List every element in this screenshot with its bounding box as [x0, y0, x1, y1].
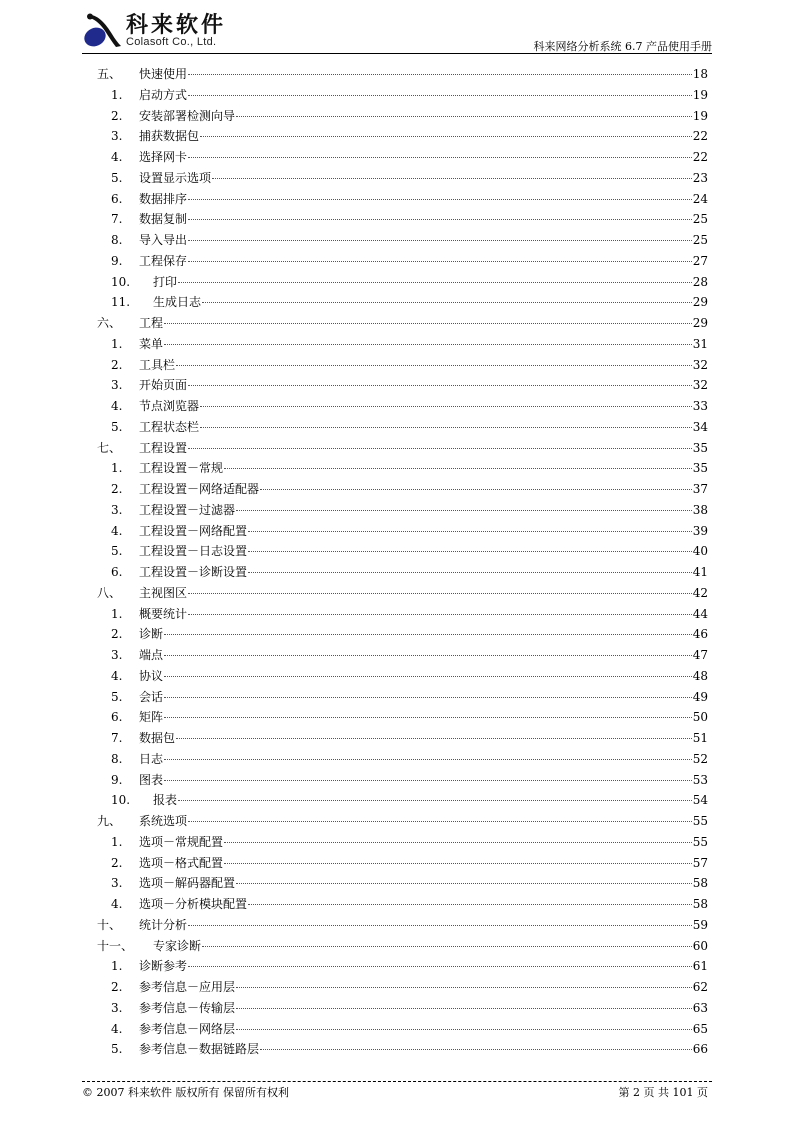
toc-entry-number: 1.: [111, 834, 123, 849]
toc-entry[interactable]: [0, 977, 794, 997]
toc-entry-title[interactable]: 参考信息－应用层: [139, 980, 236, 994]
toc-entry-number: 7.: [111, 731, 123, 745]
toc-entry-page[interactable]: 37: [692, 482, 708, 496]
toc-entry-title[interactable]: 工程状态栏: [139, 419, 200, 434]
toc-entry-title[interactable]: 统计分析: [139, 917, 188, 932]
toc-entry[interactable]: [0, 936, 794, 956]
toc-entry-page[interactable]: 48: [692, 668, 708, 683]
toc-entry-page[interactable]: 31: [692, 336, 708, 351]
toc-entry-page[interactable]: 65: [692, 1021, 708, 1036]
colasoft-logo-icon: [82, 12, 122, 48]
toc-entry-title[interactable]: 专家诊断: [153, 938, 202, 953]
toc-entry-number: 3.: [111, 129, 123, 144]
header-divider: [82, 53, 712, 54]
toc-dot-leader: [164, 697, 692, 698]
toc-entry-page[interactable]: 22: [692, 150, 708, 164]
toc-entry[interactable]: [0, 500, 794, 520]
toc-entry-number: 4.: [111, 150, 123, 164]
toc-dot-leader: [248, 551, 692, 552]
toc-entry-number: 2.: [111, 980, 123, 994]
toc-entry[interactable]: [0, 915, 794, 935]
toc-entry-number: 6.: [111, 710, 123, 725]
page-header: [82, 10, 712, 54]
toc-entry[interactable]: [0, 1039, 794, 1059]
toc-entry-page[interactable]: 35: [692, 461, 708, 476]
toc-entry-page[interactable]: 25: [692, 212, 708, 227]
toc-entry-title[interactable]: 数据排序: [139, 191, 188, 206]
footer-divider: [82, 1081, 712, 1082]
company-logo: [82, 10, 242, 50]
toc-entry-number: 5.: [111, 689, 123, 704]
toc-dot-leader: [236, 987, 692, 988]
toc-dot-leader: [188, 385, 692, 386]
toc-entry[interactable]: [0, 375, 794, 395]
toc-entry-page[interactable]: 47: [692, 648, 708, 662]
toc-entry-title[interactable]: 选择网卡: [139, 150, 188, 164]
toc-dot-leader: [224, 468, 692, 469]
toc-entry-page[interactable]: 55: [692, 834, 708, 849]
toc-entry-page[interactable]: 52: [692, 751, 708, 766]
toc-entry-title[interactable]: 节点浏览器: [139, 399, 200, 413]
toc-entry-title[interactable]: 工程设置－诊断设置: [139, 565, 248, 579]
toc-entry-number: 1.: [111, 461, 123, 476]
toc-dot-leader: [188, 74, 692, 75]
toc-entry[interactable]: [0, 811, 794, 831]
toc-dot-leader: [202, 302, 692, 303]
toc-entry-page[interactable]: 42: [692, 585, 708, 600]
toc-entry-number: 1.: [111, 959, 123, 974]
toc-entry-number: 8.: [111, 233, 123, 247]
toc-entry-title[interactable]: 数据复制: [139, 212, 188, 227]
toc-entry[interactable]: [0, 624, 794, 644]
toc-dot-leader: [178, 282, 692, 283]
toc-entry-page[interactable]: 49: [692, 689, 708, 704]
toc-entry-page[interactable]: 57: [692, 855, 708, 870]
toc-dot-leader: [200, 427, 692, 428]
logo-chinese-name: 科来软件: [126, 13, 227, 38]
toc-entry[interactable]: [0, 292, 794, 312]
toc-entry[interactable]: [0, 749, 794, 769]
toc-entry-page[interactable]: 22: [692, 129, 708, 144]
toc-entry-number: 3.: [111, 648, 123, 662]
toc-entry-title[interactable]: 工程设置－过滤器: [139, 502, 236, 517]
toc-entry[interactable]: [0, 728, 794, 748]
toc-dot-leader: [188, 614, 692, 615]
toc-dot-leader: [164, 717, 692, 718]
toc-entry-number: 2.: [111, 855, 123, 870]
toc-entry-number: 4.: [111, 668, 123, 683]
toc-dot-leader: [200, 136, 692, 137]
toc-entry-page[interactable]: 58: [692, 876, 708, 891]
toc-entry-title[interactable]: 工程保存: [139, 253, 188, 268]
toc-entry-page[interactable]: 28: [692, 274, 708, 289]
toc-entry-number: 1.: [111, 606, 123, 621]
toc-entry-page[interactable]: 40: [692, 544, 708, 559]
toc-dot-leader: [176, 738, 692, 739]
toc-entry[interactable]: [0, 998, 794, 1018]
toc-entry-page[interactable]: 18: [692, 67, 708, 81]
toc-entry-number: 4.: [111, 399, 123, 413]
toc-entry[interactable]: [0, 604, 794, 624]
toc-entry-page[interactable]: 29: [692, 316, 708, 330]
toc-entry[interactable]: [0, 209, 794, 229]
toc-entry-title[interactable]: 数据包: [139, 731, 176, 745]
toc-entry-page[interactable]: 63: [692, 1000, 708, 1015]
toc-entry-number: 2.: [111, 482, 123, 496]
toc-dot-leader: [212, 178, 692, 179]
toc-entry-number: 9.: [111, 772, 123, 787]
toc-dot-leader: [188, 240, 692, 241]
toc-entry-number: 4.: [111, 1021, 123, 1036]
toc-entry-page[interactable]: 61: [692, 959, 708, 974]
toc-entry-title[interactable]: 参考信息－传输层: [139, 1000, 236, 1015]
toc-entry[interactable]: [0, 707, 794, 727]
toc-entry[interactable]: [0, 832, 794, 852]
toc-entry-number: 3.: [111, 502, 123, 517]
toc-entry-number: 2.: [111, 357, 123, 372]
toc-entry-number: 8.: [111, 751, 123, 766]
toc-entry-page[interactable]: 24: [692, 191, 708, 206]
toc-entry[interactable]: [0, 479, 794, 499]
toc-entry[interactable]: [0, 438, 794, 458]
toc-entry[interactable]: [0, 85, 794, 105]
toc-entry-number: 五、: [97, 67, 122, 81]
toc-entry-title[interactable]: 参考信息－网络层: [139, 1021, 236, 1036]
toc-entry-title[interactable]: 概要统计: [139, 606, 188, 621]
toc-dot-leader: [188, 95, 692, 96]
toc-entry-number: 3.: [111, 378, 123, 393]
toc-entry-page[interactable]: 34: [692, 419, 708, 434]
toc-dot-leader: [248, 572, 692, 573]
toc-dot-leader: [164, 759, 692, 760]
toc-entry[interactable]: [0, 126, 794, 146]
toc-dot-leader: [188, 966, 692, 967]
toc-entry[interactable]: [0, 355, 794, 375]
copyright-text: © 2007 科来软件 版权所有 保留所有权利: [82, 1086, 289, 1099]
toc-entry-number: 9.: [111, 253, 123, 268]
toc-dot-leader: [164, 323, 692, 324]
toc-entry[interactable]: [0, 396, 794, 416]
toc-entry-number: 十一、: [97, 938, 134, 953]
toc-entry[interactable]: [0, 230, 794, 250]
toc-entry-number: 5.: [111, 419, 123, 434]
toc-entry-title[interactable]: 设置显示选项: [139, 170, 212, 185]
toc-entry-page[interactable]: 39: [692, 523, 708, 538]
toc-entry-title[interactable]: 诊断: [139, 627, 164, 642]
toc-entry[interactable]: [0, 334, 794, 354]
toc-entry[interactable]: [0, 687, 794, 707]
toc-entry[interactable]: [0, 189, 794, 209]
toc-entry[interactable]: [0, 251, 794, 271]
toc-dot-leader: [164, 780, 692, 781]
toc-dot-leader: [202, 946, 692, 947]
toc-entry-page[interactable]: 19: [692, 87, 708, 102]
toc-entry[interactable]: [0, 541, 794, 561]
page-indicator: 第 2 页 共 101 页: [618, 1086, 708, 1099]
toc-entry-title[interactable]: 打印: [153, 274, 178, 289]
toc-entry[interactable]: [0, 313, 794, 333]
toc-dot-leader: [224, 842, 692, 843]
toc-entry-number: 六、: [97, 316, 122, 330]
toc-entry[interactable]: [0, 645, 794, 665]
toc-dot-leader: [178, 800, 692, 801]
toc-dot-leader: [236, 1008, 692, 1009]
toc-entry[interactable]: [0, 147, 794, 167]
toc-entry-number: 2.: [111, 627, 123, 642]
toc-entry-number: 7.: [111, 212, 123, 227]
toc-entry[interactable]: [0, 873, 794, 893]
toc-entry-number: 4.: [111, 897, 123, 911]
toc-entry[interactable]: [0, 106, 794, 126]
toc-entry-title[interactable]: 捕获数据包: [139, 129, 200, 144]
toc-entry-page[interactable]: 38: [692, 502, 708, 517]
toc-entry-page[interactable]: 66: [692, 1042, 708, 1057]
toc-entry-title[interactable]: 工程设置－网络适配器: [139, 482, 260, 496]
toc-dot-leader: [164, 676, 692, 677]
toc-entry-title[interactable]: 工程: [139, 316, 164, 330]
toc-dot-leader: [188, 593, 692, 594]
toc-entry-number: 4.: [111, 523, 123, 538]
toc-entry-page[interactable]: 35: [692, 440, 708, 455]
toc-entry-title[interactable]: 启动方式: [139, 87, 188, 102]
toc-entry-page[interactable]: 33: [692, 399, 708, 413]
toc-entry[interactable]: [0, 272, 794, 292]
toc-dot-leader: [164, 655, 692, 656]
toc-dot-leader: [236, 116, 692, 117]
toc-entry-number: 10.: [111, 274, 131, 289]
toc-dot-leader: [236, 1029, 692, 1030]
toc-dot-leader: [236, 883, 692, 884]
toc-entry-title[interactable]: 安装部署检测向导: [139, 108, 236, 123]
toc-entry-number: 5.: [111, 544, 123, 559]
toc-entry[interactable]: [0, 770, 794, 790]
toc-entry[interactable]: [0, 562, 794, 582]
toc-entry-title[interactable]: 选项－解码器配置: [139, 876, 236, 891]
toc-entry-title[interactable]: 报表: [153, 793, 178, 808]
toc-dot-leader: [260, 489, 692, 490]
toc-entry-title[interactable]: 系统选项: [139, 814, 188, 828]
toc-entry-title[interactable]: 参考信息－数据链路层: [139, 1042, 260, 1057]
toc-entry[interactable]: [0, 956, 794, 976]
toc-entry-number: 6.: [111, 565, 123, 579]
toc-entry-title[interactable]: 开始页面: [139, 378, 188, 393]
toc-dot-leader: [188, 925, 692, 926]
toc-entry-title[interactable]: 图表: [139, 772, 164, 787]
toc-dot-leader: [260, 1049, 692, 1050]
toc-entry-title[interactable]: 协议: [139, 668, 164, 683]
toc-entry-page[interactable]: 29: [692, 295, 708, 310]
toc-entry-page[interactable]: 32: [692, 378, 708, 393]
toc-entry-page[interactable]: 50: [692, 710, 708, 725]
toc-entry-number: 10.: [111, 793, 131, 808]
toc-dot-leader: [188, 219, 692, 220]
toc-entry[interactable]: [0, 1019, 794, 1039]
toc-entry-page[interactable]: 23: [692, 170, 708, 185]
toc-entry-page[interactable]: 54: [692, 793, 708, 808]
toc-dot-leader: [188, 199, 692, 200]
toc-entry[interactable]: [0, 168, 794, 188]
toc-entry[interactable]: [0, 583, 794, 603]
toc-entry-title[interactable]: 导入导出: [139, 233, 188, 247]
toc-dot-leader: [188, 261, 692, 262]
toc-entry[interactable]: [0, 521, 794, 541]
toc-dot-leader: [224, 863, 692, 864]
toc-entry-number: 1.: [111, 336, 123, 351]
toc-entry-number: 3.: [111, 1000, 123, 1015]
toc-entry-page[interactable]: 41: [692, 565, 708, 579]
toc-entry-title[interactable]: 选项－分析模块配置: [139, 897, 248, 911]
toc-entry-page[interactable]: 59: [692, 917, 708, 932]
toc-entry-title[interactable]: 选项－格式配置: [139, 855, 224, 870]
toc-entry-title[interactable]: 工程设置: [139, 440, 188, 455]
toc-entry[interactable]: [0, 417, 794, 437]
toc-entry-number: 1.: [111, 87, 123, 102]
toc-entry[interactable]: [0, 666, 794, 686]
toc-dot-leader: [188, 157, 692, 158]
toc-dot-leader: [164, 634, 692, 635]
toc-entry-page[interactable]: 25: [692, 233, 708, 247]
toc-entry-page[interactable]: 19: [692, 108, 708, 123]
toc-dot-leader: [188, 821, 692, 822]
toc-entry-number: 九、: [97, 814, 122, 828]
toc-entry-title[interactable]: 矩阵: [139, 710, 164, 725]
toc-dot-leader: [176, 365, 692, 366]
toc-dot-leader: [200, 406, 692, 407]
toc-entry-number: 6.: [111, 191, 123, 206]
toc-entry-title[interactable]: 工程设置－日志设置: [139, 544, 248, 559]
toc-entry-title[interactable]: 会话: [139, 689, 164, 704]
toc-entry-number: 5.: [111, 1042, 123, 1057]
toc-entry-page[interactable]: 51: [692, 731, 708, 745]
toc-entry[interactable]: [0, 790, 794, 810]
toc-dot-leader: [248, 531, 692, 532]
toc-entry[interactable]: [0, 458, 794, 478]
toc-entry-title[interactable]: 工具栏: [139, 357, 176, 372]
toc-entry-number: 七、: [97, 440, 122, 455]
document-title: 科来网络分析系统 6.7 产品使用手册: [533, 40, 712, 53]
toc-dot-leader: [164, 344, 692, 345]
toc-entry-title[interactable]: 快速使用: [139, 67, 188, 81]
toc-entry-page[interactable]: 55: [692, 814, 708, 828]
toc-dot-leader: [188, 448, 692, 449]
toc-entry[interactable]: [0, 64, 794, 84]
toc-entry-title[interactable]: 工程设置－常规: [139, 461, 224, 476]
toc-entry-page[interactable]: 58: [692, 897, 708, 911]
toc-entry-page[interactable]: 62: [692, 980, 708, 994]
toc-dot-leader: [248, 904, 692, 905]
toc-entry-page[interactable]: 60: [692, 938, 708, 953]
toc-entry-page[interactable]: 27: [692, 253, 708, 268]
toc-entry-page[interactable]: 46: [692, 627, 708, 642]
toc-entry-number: 2.: [111, 108, 123, 123]
toc-entry-title[interactable]: 选项－常规配置: [139, 834, 224, 849]
toc-entry-number: 5.: [111, 170, 123, 185]
toc-entry-title[interactable]: 诊断参考: [139, 959, 188, 974]
toc-dot-leader: [236, 510, 692, 511]
toc-entry-title[interactable]: 端点: [139, 648, 164, 662]
toc-entry-page[interactable]: 32: [692, 357, 708, 372]
toc-entry-number: 八、: [97, 585, 122, 600]
toc-entry-page[interactable]: 44: [692, 606, 708, 621]
logo-english-name: Colasoft Co., Ltd.: [126, 36, 217, 48]
toc-entry-title[interactable]: 主视图区: [139, 585, 188, 600]
toc-entry[interactable]: [0, 894, 794, 914]
toc-entry-number: 11.: [111, 295, 131, 310]
toc-entry-number: 3.: [111, 876, 123, 891]
toc-entry-title[interactable]: 菜单: [139, 336, 164, 351]
toc-entry[interactable]: [0, 853, 794, 873]
toc-entry-page[interactable]: 53: [692, 772, 708, 787]
toc-entry-number: 十、: [97, 917, 122, 932]
toc-entry-title[interactable]: 生成日志: [153, 295, 202, 310]
toc-entry-title[interactable]: 工程设置－网络配置: [139, 523, 248, 538]
toc-entry-title[interactable]: 日志: [139, 751, 164, 766]
